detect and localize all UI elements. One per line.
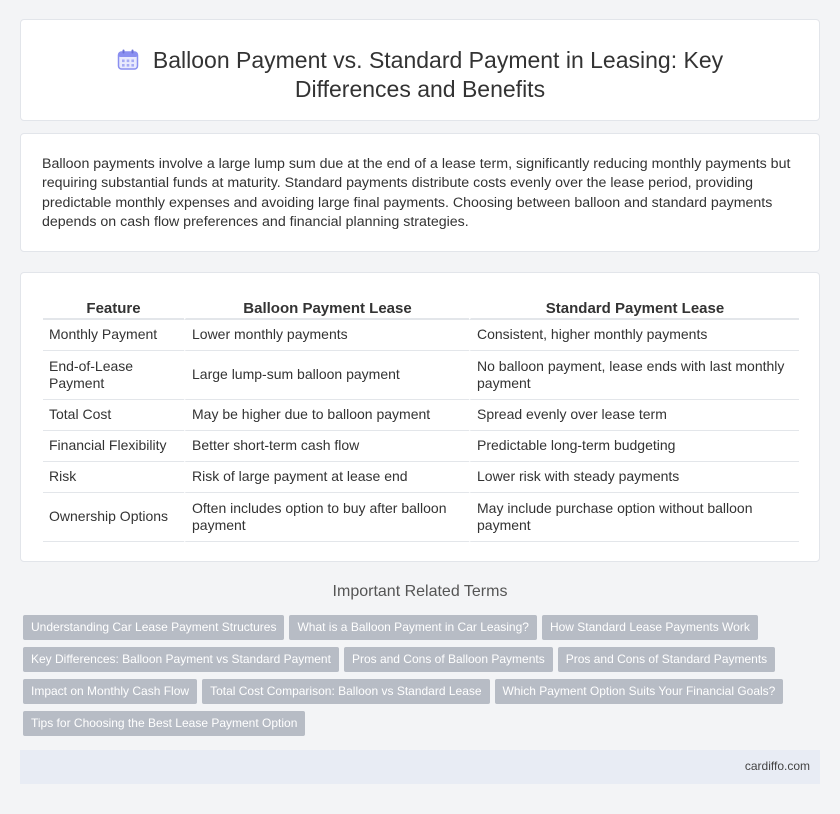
tag-link[interactable]: Understanding Car Lease Payment Structures	[23, 615, 284, 640]
table-row	[43, 400, 799, 431]
tag-link[interactable]: Pros and Cons of Balloon Payments	[344, 647, 553, 672]
tag-link[interactable]: Which Payment Option Suits Your Financial Goals?	[495, 679, 784, 704]
title-line-1: Balloon Payment vs. Standard Payment in Leasing: Key	[152, 47, 724, 73]
table-cell: Large lump-sum balloon payment	[184, 351, 469, 400]
table-cell: End-of-Lease Payment	[43, 351, 184, 400]
tag-link[interactable]: Impact on Monthly Cash Flow	[23, 679, 197, 704]
table-cell: May include purchase option without balloon payment	[469, 493, 799, 542]
table-cell: Monthly Payment	[43, 320, 184, 351]
table-row	[43, 493, 799, 542]
intro-paragraph: Balloon payments involve a large lump sum due at the end of a lease term, significantly reducing monthly payments but requiring substantial funds at maturity. Standard payments distribute costs evenly over the lease period, providing predictable monthly expenses and avoiding large final payments. Choosing between balloon and standard payments depends on cash flow preferences and financial planning strategies.	[42, 156, 791, 231]
related-terms-tags	[23, 615, 813, 743]
footer	[20, 750, 820, 784]
comparison-table-card	[20, 272, 820, 562]
table-row	[43, 351, 799, 400]
table-cell: Ownership Options	[43, 493, 184, 542]
header-feature: Feature	[43, 298, 184, 320]
table-cell: Spread evenly over lease term	[469, 400, 799, 431]
tag-link[interactable]: Total Cost Comparison: Balloon vs Standard Lease	[202, 679, 489, 704]
tag-row	[23, 647, 813, 679]
tag-link[interactable]: Pros and Cons of Standard Payments	[558, 647, 775, 672]
tag-row	[23, 679, 813, 711]
table-cell: Total Cost	[43, 400, 184, 431]
tag-row	[23, 615, 813, 647]
table-row	[43, 320, 799, 351]
table-cell: Consistent, higher monthly payments	[469, 320, 799, 351]
footer-site-link[interactable]: cardiffo.com	[744, 759, 810, 773]
table-cell: Lower monthly payments	[184, 320, 469, 351]
table-header-row	[43, 298, 799, 320]
header-standard: Standard Payment Lease	[469, 298, 799, 320]
table-cell: Often includes option to buy after balloon payment	[184, 493, 469, 542]
tag-row	[23, 711, 813, 743]
related-terms-heading: Important Related Terms	[332, 583, 508, 600]
title-card	[20, 19, 820, 121]
header-balloon: Balloon Payment Lease	[184, 298, 469, 320]
intro-card	[20, 133, 820, 252]
table-cell: May be higher due to balloon payment	[184, 400, 469, 431]
tag-link[interactable]: What is a Balloon Payment in Car Leasing?	[289, 615, 536, 640]
table-cell: Financial Flexibility	[43, 431, 184, 462]
table-cell: No balloon payment, lease ends with last monthly payment	[469, 351, 799, 400]
table-cell: Predictable long-term budgeting	[469, 431, 799, 462]
page-title	[21, 46, 819, 104]
table-cell: Risk	[43, 462, 184, 493]
table-cell: Better short-term cash flow	[184, 431, 469, 462]
table-cell: Risk of large payment at lease end	[184, 462, 469, 493]
tag-link[interactable]: Key Differences: Balloon Payment vs Standard Payment	[23, 647, 339, 672]
table-row	[43, 431, 799, 462]
calendar-icon	[117, 49, 139, 71]
tag-link[interactable]: Tips for Choosing the Best Lease Payment Option	[23, 711, 305, 736]
table-cell: Lower risk with steady payments	[469, 462, 799, 493]
title-line-2: Differences and Benefits	[294, 76, 546, 102]
comparison-table	[43, 298, 799, 542]
table-row	[43, 462, 799, 493]
tag-link[interactable]: How Standard Lease Payments Work	[542, 615, 758, 640]
